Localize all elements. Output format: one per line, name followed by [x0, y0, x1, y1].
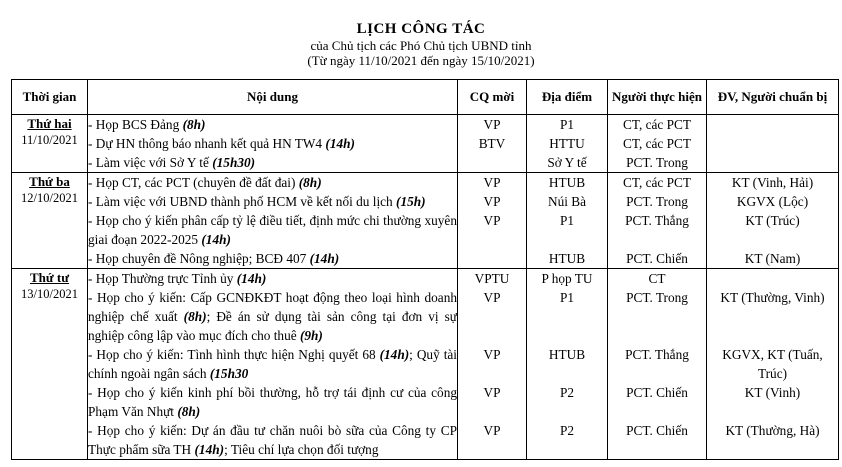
- location-cell: [527, 115, 608, 173]
- item-time: (14h): [236, 271, 267, 286]
- item-text: - Làm việc với Sở Y tế: [88, 155, 213, 170]
- day-cell: [12, 269, 88, 460]
- content-cell: [88, 173, 458, 269]
- cell-value: Núi Bà: [547, 194, 587, 209]
- cell-value: KT (Nam): [744, 251, 801, 266]
- list-item: [88, 288, 457, 345]
- content-cell: [88, 115, 458, 173]
- item-text: - Họp BCS Đảng: [88, 117, 183, 132]
- list-item: [88, 192, 457, 211]
- table-row: [12, 173, 839, 269]
- cell-value: HTUB: [548, 251, 586, 266]
- cell-value: VP: [483, 117, 501, 132]
- cell-value: VP: [483, 290, 501, 305]
- co-moi-cell: [458, 173, 527, 269]
- cell-value: PCT. Chiến: [626, 251, 688, 266]
- prep-cell: [707, 269, 839, 460]
- cell-value: BTV: [478, 136, 506, 151]
- day-cell: [12, 173, 88, 269]
- person-cell: [608, 173, 707, 269]
- cell-value: PCT. Chiến: [626, 385, 688, 400]
- document-subtitle: của Chủ tịch các Phó Chủ tịch UBND tỉnh: [310, 38, 532, 53]
- cell-value: VP: [483, 194, 501, 209]
- item-text: - Họp cho ý kiến: Cấp GCNĐKĐT hoạt động theo loại hình doanh nghiệp chế xuất: [88, 290, 457, 324]
- list-item: [88, 153, 457, 172]
- prep-cell: [707, 115, 839, 173]
- cell-value: [707, 134, 838, 153]
- table-row: [12, 269, 839, 460]
- item-text: - Làm việc với UBND thành phố HCM về kết nối du lịch: [88, 194, 397, 209]
- cell-value: VP: [483, 385, 501, 400]
- item-text: - Họp Thường trực Tỉnh ủy: [88, 271, 237, 286]
- item-text: ; Quỹ tài chính ngoài ngân sách: [88, 347, 457, 381]
- document-title: LỊCH CÔNG TÁC: [356, 21, 486, 37]
- cell-value: P1: [559, 290, 575, 305]
- cell-value: KT (Trúc): [745, 213, 800, 228]
- cell-value: PCT. Trong: [626, 290, 688, 305]
- cell-value: CT, các PCT: [622, 117, 692, 132]
- item-time: (8h): [182, 117, 206, 132]
- table-row: [12, 115, 839, 173]
- document-header: [0, 0, 842, 68]
- col-header-time: Thời gian: [12, 80, 88, 115]
- item-time: (14h): [194, 442, 225, 457]
- co-moi-cell: [458, 269, 527, 460]
- person-cell: [608, 115, 707, 173]
- cell-value: [707, 115, 838, 134]
- cell-value: PCT. Chiến: [626, 423, 688, 438]
- location-cell: [527, 173, 608, 269]
- cell-value: KT (Thường, Hà): [725, 423, 820, 438]
- cell-value: KT (Vinh, Hải): [731, 175, 814, 190]
- day-date: 11/10/2021: [21, 133, 78, 147]
- item-text: - Họp cho ý kiến: Dự án đầu tư chăn nuôi bò sữa của Công ty CP Thực phẩm sữa TH: [88, 423, 457, 457]
- col-header-prep: ĐV, Người chuẩn bị: [707, 80, 839, 115]
- cell-value: HTUB: [548, 347, 586, 362]
- item-time: (14h): [201, 232, 231, 247]
- cell-value: [707, 269, 838, 288]
- content-cell: [88, 269, 458, 460]
- cell-value: P1: [559, 213, 575, 228]
- cell-value: PCT. Trong: [626, 194, 688, 209]
- item-text: - Họp cho ý kiến phân cấp tỷ lệ điều tiết, định mức chi thường xuyên giai đoạn 2022-2025: [88, 213, 457, 247]
- list-item: [88, 134, 457, 153]
- item-text: - Họp CT, các PCT (chuyên đề đất đai): [88, 175, 299, 190]
- item-text: - Họp chuyên đề Nông nghiệp; BCĐ 407: [88, 251, 310, 266]
- schedule-table: [11, 79, 839, 460]
- item-time: (8h): [183, 309, 207, 324]
- cell-value: P họp TU: [541, 271, 593, 286]
- item-time: (15h): [396, 194, 426, 209]
- cell-value: P2: [559, 423, 575, 438]
- item-text: - Họp cho ý kiến kinh phí bồi thường, hỗ trợ tái định cư của công Phạm Văn Nhựt: [88, 385, 457, 419]
- item-text: - Họp cho ý kiến: Tình hình thực hiện Nghị quyết 68: [88, 347, 380, 362]
- item-time: (8h): [177, 404, 201, 419]
- cell-value: P2: [559, 385, 575, 400]
- cell-value: [458, 249, 526, 268]
- location-cell: [527, 269, 608, 460]
- item-time: (9h): [299, 328, 323, 343]
- cell-value: VP: [483, 423, 501, 438]
- item-time: (8h): [298, 175, 322, 190]
- item-text: - Dự HN thông báo nhanh kết quả HN TW4: [88, 136, 326, 151]
- item-text: ; Đề án sử dụng tài sản công tại đơn vị sự nghiệp công lập vào mục đích cho thuê: [88, 309, 457, 343]
- cell-value: HTUB: [548, 175, 586, 190]
- col-header-person: Người thực hiện: [608, 80, 707, 115]
- cell-value: CT, các PCT: [622, 136, 692, 151]
- day-name: Thứ tư: [29, 270, 70, 285]
- date-range: (Từ ngày 11/10/2021 đến ngày 15/10/2021): [307, 53, 535, 68]
- cell-value: CT: [648, 271, 666, 286]
- cell-value: KT (Thường, Vinh): [720, 290, 825, 305]
- day-date: 12/10/2021: [21, 191, 78, 205]
- list-item: [88, 115, 457, 134]
- cell-value: PCT. Thắng: [625, 213, 689, 228]
- cell-value: PCT. Thắng: [625, 347, 689, 362]
- cell-value: VP: [483, 213, 501, 228]
- cell-value: PCT. Trong: [626, 155, 688, 170]
- cell-value: HTTU: [549, 136, 585, 151]
- day-name: Thứ ba: [29, 174, 70, 189]
- cell-value: P1: [559, 117, 575, 132]
- person-cell: [608, 269, 707, 460]
- cell-value: CT, các PCT: [622, 175, 692, 190]
- list-item: [88, 211, 457, 249]
- cell-value: [707, 153, 838, 172]
- cell-value: KT (Vinh): [744, 385, 801, 400]
- item-time: (15h30: [209, 366, 249, 381]
- item-text: ; Tiêu chí lựa chọn đối tượng: [224, 442, 379, 457]
- day-date: 13/10/2021: [21, 287, 78, 301]
- list-item: [88, 269, 457, 288]
- list-item: [88, 345, 457, 383]
- cell-value: KGVX, KT (Tuấn, Trúc): [722, 347, 823, 381]
- col-header-content: Nội dung: [88, 80, 458, 115]
- cell-value: KGVX (Lộc): [736, 194, 809, 209]
- day-cell: [12, 115, 88, 173]
- list-item: [88, 421, 457, 459]
- col-header-location: Địa điểm: [527, 80, 608, 115]
- cell-value: [458, 153, 526, 172]
- co-moi-cell: [458, 115, 527, 173]
- cell-value: VP: [483, 347, 501, 362]
- cell-value: VP: [483, 175, 501, 190]
- col-header-co-moi: CQ mời: [458, 80, 527, 115]
- cell-value: Sở Y tế: [547, 155, 587, 170]
- item-time: (14h): [309, 251, 340, 266]
- list-item: [88, 249, 457, 268]
- prep-cell: [707, 173, 839, 269]
- table-header-row: [12, 80, 839, 115]
- item-time: (15h30): [212, 155, 256, 170]
- cell-value: VPTU: [474, 271, 510, 286]
- item-time: (14h): [325, 136, 355, 151]
- list-item: [88, 173, 457, 192]
- list-item: [88, 383, 457, 421]
- day-name: Thứ hai: [27, 116, 72, 131]
- item-time: (14h): [379, 347, 410, 362]
